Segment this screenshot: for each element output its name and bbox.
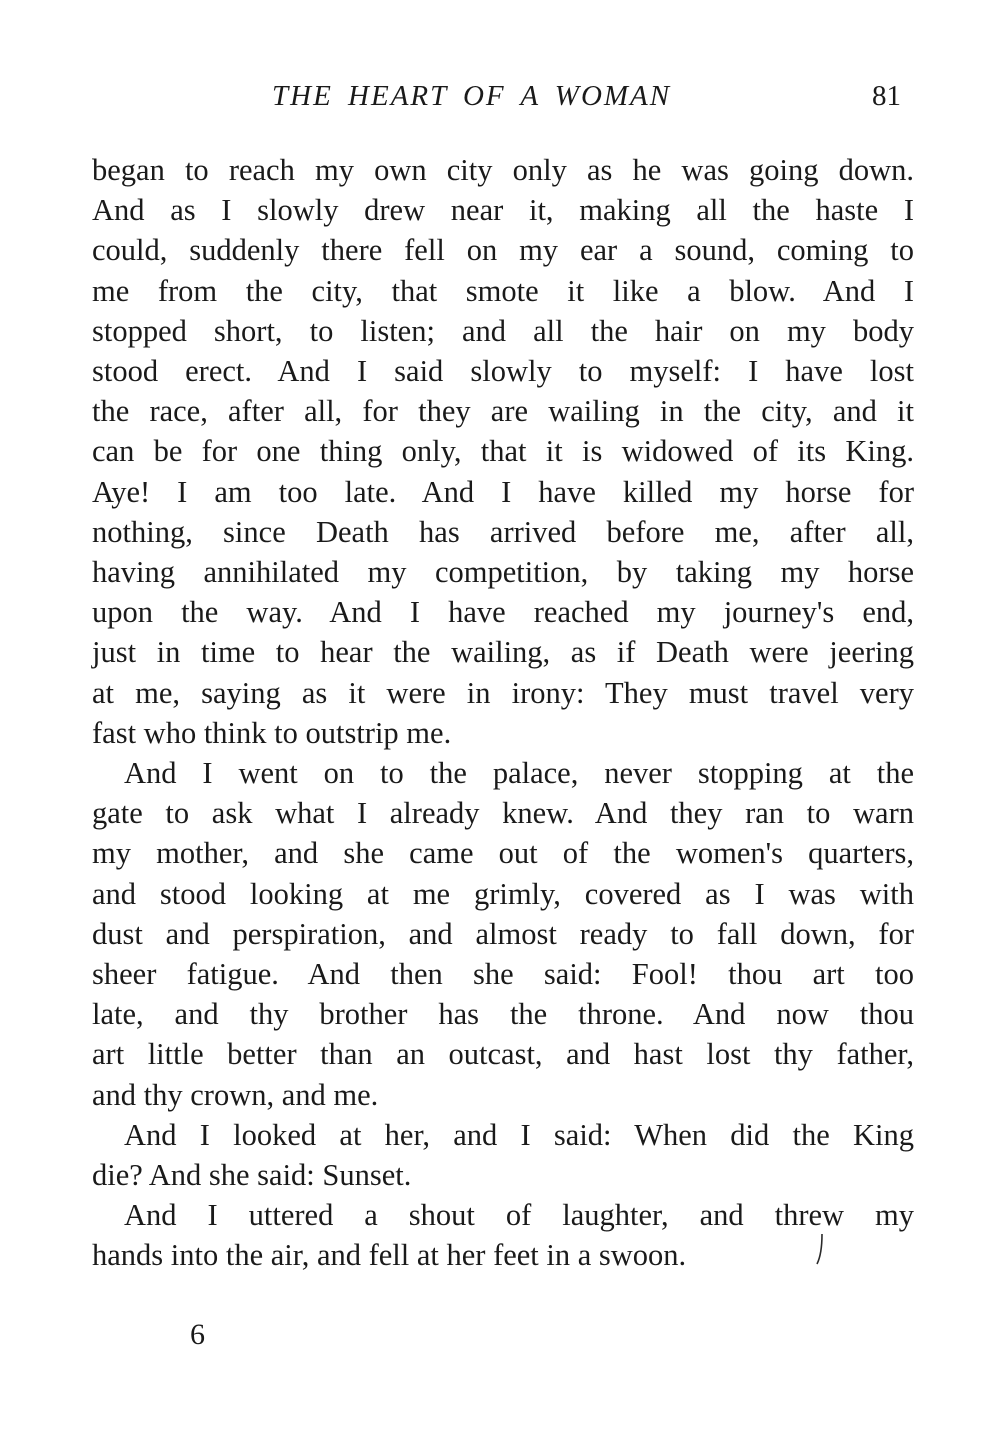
text-line: And I looked at her, and I said: When did the King [124, 1117, 914, 1152]
text-line: And as I slowly drew near it, making all the haste I [92, 193, 914, 228]
text-line: my mother, and she came out of the women's quarters, [92, 836, 914, 871]
text-line: die? And she said: Sunset. [92, 1158, 412, 1193]
text-line: gate to ask what I already knew. And they ran to warn [92, 796, 914, 831]
running-title: THE HEART OF A WOMAN [272, 80, 672, 112]
text-line: stood erect. And I said slowly to myself: I have lost [92, 354, 914, 389]
text-line: began to reach my own city only as he was going down. [92, 153, 914, 187]
paragraph-1 [92, 150, 914, 753]
pencil-mark-svg [814, 1232, 824, 1266]
text-line: dust and perspiration, and almost ready to fall down, for [92, 916, 914, 951]
text-line: can be for one thing only, that it is widowed of its King. [92, 434, 914, 469]
text-line: art little better than an outcast, and hast lost thy father, [92, 1037, 914, 1072]
text-line: at me, saying as it were in irony: They must travel very [92, 675, 914, 710]
text-line: and stood looking at me grimly, covered as I was with [92, 876, 914, 911]
text-line: upon the way. And I have reached my journey's end, [92, 595, 914, 630]
text-line: me from the city, that smote it like a blow. And I [92, 273, 914, 308]
paragraph-2 [92, 753, 914, 1115]
running-head [0, 80, 1000, 120]
text-line: just in time to hear the wailing, as if Death were jeering [92, 635, 914, 670]
paragraph-4 [92, 1195, 914, 1275]
pencil-stroke [817, 1234, 822, 1264]
pencil-mark-icon [814, 1232, 824, 1266]
text-line: having annihilated my competition, by taking my horse [92, 555, 914, 590]
text-line: the race, after all, for they are wailing in the city, and it [92, 394, 914, 429]
paragraph-3 [92, 1115, 914, 1195]
text-line: sheer fatigue. And then she said: Fool! thou art too [92, 957, 914, 992]
text-line: hands into the air, and fell at her feet in a swoon. [92, 1238, 687, 1273]
text-line: Aye! I am too late. And I have killed my horse for [92, 474, 914, 509]
text-line: stopped short, to listen; and all the hair on my body [92, 313, 914, 348]
text-line: And I uttered a shout of laughter, and threw my [124, 1198, 914, 1233]
text-line: nothing, since Death has arrived before me, after all, [92, 514, 914, 549]
text-line: could, suddenly there fell on my ear a sound, coming to [92, 233, 914, 268]
text-line: late, and thy brother has the throne. And now thou [92, 997, 914, 1032]
text-line: fast who think to outstrip me. [92, 715, 452, 750]
body-text [92, 150, 914, 1276]
signature-number: 6 [190, 1318, 205, 1351]
text-line: And I went on to the palace, never stopping at the [124, 756, 914, 791]
text-line: and thy crown, and me. [92, 1077, 379, 1112]
page-number: 81 [872, 80, 901, 112]
